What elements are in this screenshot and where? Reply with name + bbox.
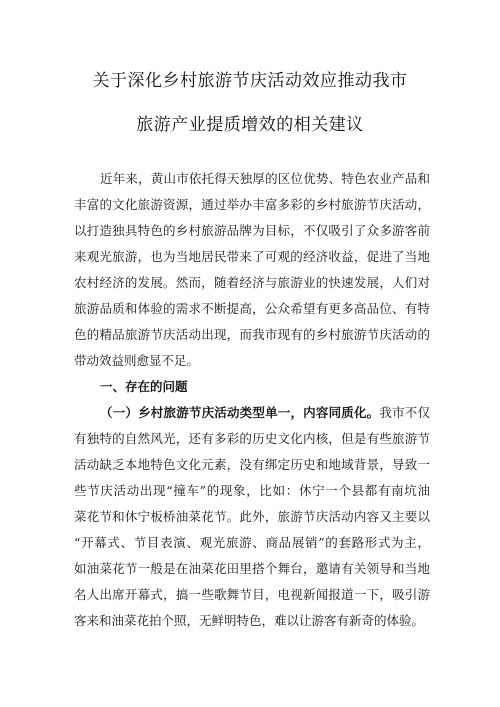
intro-line: 旅游品质和体验的需求不断提高，公众希望有更多高品位、有特 xyxy=(74,301,430,316)
intro-line: 来观光旅游，也为当地居民带来了可观的经济收益，促进了当地 xyxy=(74,249,430,264)
intro-line: 以打造独具特色的乡村旅游品牌为目标，不仅吸引了众多游客前 xyxy=(74,223,430,238)
intro-line: 农村经济的发展。然而，随着经济与旅游业的快速发展，人们对 xyxy=(74,275,430,290)
subsection-line: 名人出席开幕式，搞一些歌舞节目，电视新闻报道一下，吸引游 xyxy=(74,587,430,602)
subsection-line: 如油菜花节一般是在油菜花田里搭个舞台，邀请有关领导和当地 xyxy=(74,561,430,576)
intro-line: 带动效益则愈显不足。 xyxy=(74,353,200,368)
subsection-line: 客来和油菜花拍个照，无鲜明特色，难以让游客有新奇的体验。 xyxy=(74,613,425,628)
subsection-line: 活动缺乏本地特色文化元素，没有绑定历史和地域背景，导致一 xyxy=(74,457,430,472)
subsection-line: 菜花节和休宁板桥油菜花节。此外，旅游节庆活动内容又主要以 xyxy=(74,509,430,524)
subsection-line: “开幕式、节目表演、观光旅游、商品展销”的套路形式为主， xyxy=(74,535,430,550)
intro-line: 丰富的文化旅游资源，通过举办丰富多彩的乡村旅游节庆活动， xyxy=(74,197,430,212)
intro-line: 近年来，黄山市依托得天独厚的区位优势、特色农业产品和 xyxy=(100,171,430,186)
subsection-line: 有独特的自然风光，还有多彩的历史文化内核，但是有些旅游节 xyxy=(74,431,430,446)
intro-line: 色的精品旅游节庆活动出现，而我市现有的乡村旅游节庆活动的 xyxy=(74,327,430,342)
document-title-line-2: 旅游产业提质增效的相关建议 xyxy=(136,115,364,135)
subsection-heading: （一）乡村旅游节庆活动类型单一，内容同质化。 xyxy=(100,405,380,420)
subsection-line: 些节庆活动出现“撞车”的现象，比如：休宁一个县都有南坑油 xyxy=(74,483,430,498)
document-title-line-1: 关于深化乡村旅游节庆活动效应推动我市 xyxy=(92,71,408,91)
subsection-first-line-tail: 我市不仅 xyxy=(379,405,430,420)
section-heading: 一、存在的问题 xyxy=(100,379,188,394)
subsection-first-line xyxy=(100,404,430,422)
